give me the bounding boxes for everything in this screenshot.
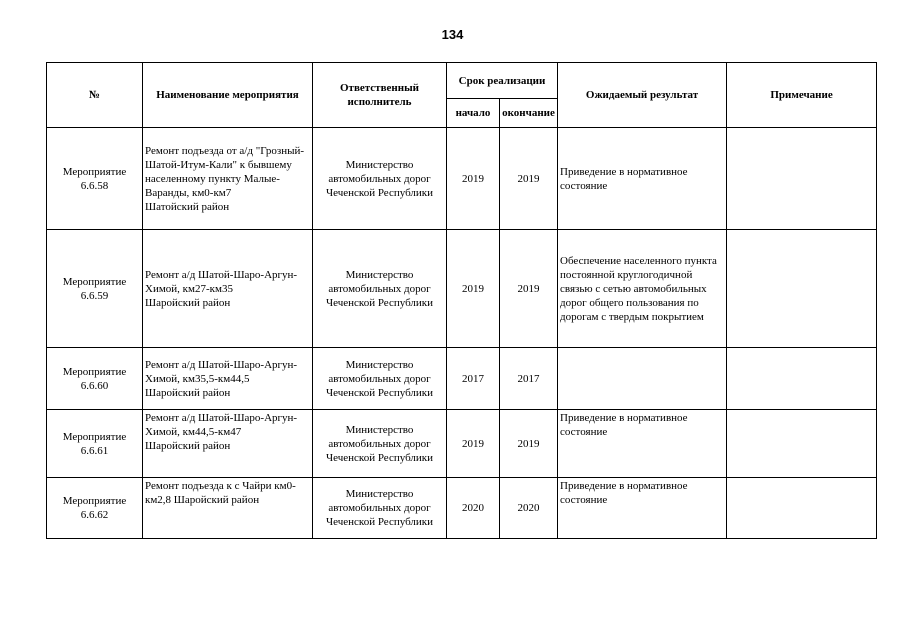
row-number: Мероприятие 6.6.59 <box>47 230 143 348</box>
row-activity-name: Ремонт а/д Шатой-Шаро-Аргун-Химой, км44,5-км47 Шаройский район <box>143 410 313 478</box>
activities-table <box>46 62 877 539</box>
table-row <box>47 128 877 230</box>
row-end-year: 2020 <box>500 478 558 539</box>
row-number: Мероприятие 6.6.61 <box>47 410 143 478</box>
row-activity-name: Ремонт а/д Шатой-Шаро-Аргун-Химой, км27-км35 Шаройский район <box>143 230 313 348</box>
row-expected-result: Приведение в нормативное состояние <box>558 410 727 478</box>
header-note: Примечание <box>727 63 877 128</box>
row-number: Мероприятие 6.6.60 <box>47 348 143 410</box>
row-executor: Министерство автомобильных дорог Чеченской Республики <box>313 348 447 410</box>
row-number: Мероприятие 6.6.62 <box>47 478 143 539</box>
row-end-year: 2019 <box>500 128 558 230</box>
row-start-year: 2019 <box>447 230 500 348</box>
row-note <box>727 230 877 348</box>
row-activity-name: Ремонт подъезда к с Чайри км0-км2,8 Шаройский район <box>143 478 313 539</box>
table-row <box>47 410 877 478</box>
row-note <box>727 410 877 478</box>
header-end: окончание <box>500 99 558 128</box>
header-number: № <box>47 63 143 128</box>
header-executor: Ответственный исполнитель <box>313 63 447 128</box>
header-expected-result: Ожидаемый результат <box>558 63 727 128</box>
header-start: начало <box>447 99 500 128</box>
row-activity-name: Ремонт подъезда от а/д "Грозный-Шатой-Итум-Кали" к бывшему населенному пункту Малые-Варанды, км0-км7 Шатойский район <box>143 128 313 230</box>
row-end-year: 2019 <box>500 230 558 348</box>
header-period: Срок реализации <box>447 63 558 99</box>
row-start-year: 2017 <box>447 348 500 410</box>
row-activity-name: Ремонт а/д Шатой-Шаро-Аргун-Химой, км35,5-км44,5 Шаройский район <box>143 348 313 410</box>
row-expected-result: Приведение в нормативное состояние <box>558 478 727 539</box>
row-note <box>727 128 877 230</box>
row-expected-result: Приведение в нормативное состояние <box>558 128 727 230</box>
row-executor: Министерство автомобильных дорог Чеченской Республики <box>313 230 447 348</box>
row-end-year: 2019 <box>500 410 558 478</box>
row-executor: Министерство автомобильных дорог Чеченской Республики <box>313 410 447 478</box>
row-start-year: 2019 <box>447 410 500 478</box>
row-end-year: 2017 <box>500 348 558 410</box>
row-note <box>727 348 877 410</box>
row-executor: Министерство автомобильных дорог Чеченской Республики <box>313 478 447 539</box>
row-start-year: 2020 <box>447 478 500 539</box>
row-expected-result <box>558 348 727 410</box>
row-executor: Министерство автомобильных дорог Чеченской Республики <box>313 128 447 230</box>
header-activity-name: Наименование мероприятия <box>143 63 313 128</box>
row-number: Мероприятие 6.6.58 <box>47 128 143 230</box>
table-header <box>47 63 877 128</box>
row-note <box>727 478 877 539</box>
table-row <box>47 230 877 348</box>
row-start-year: 2019 <box>447 128 500 230</box>
row-expected-result: Обеспечение населенного пункта постоянной круглогодичной связью с сетью автомобильных дорог общего пользования по дорогам с твердым покрытием <box>558 230 727 348</box>
table-row <box>47 478 877 539</box>
page-number: 134 <box>441 27 464 42</box>
table-row <box>47 348 877 410</box>
